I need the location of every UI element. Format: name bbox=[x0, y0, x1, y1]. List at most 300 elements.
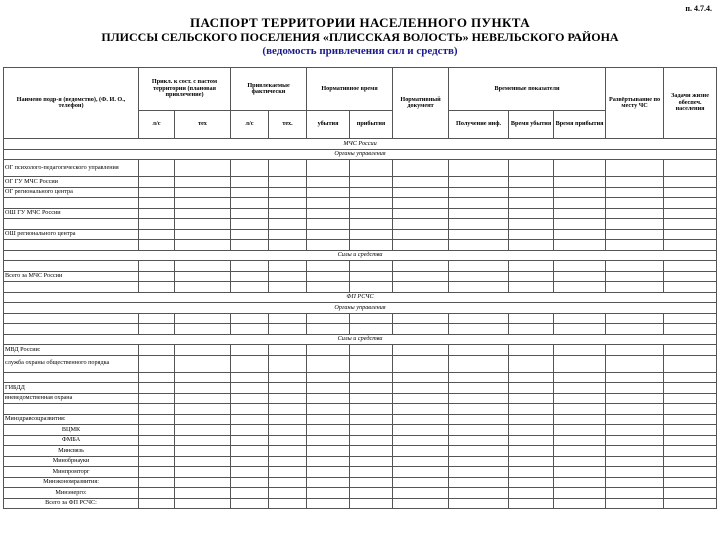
table-row bbox=[4, 271, 717, 282]
data-cell bbox=[350, 271, 393, 282]
row-label: вневедомственная охрана bbox=[4, 393, 139, 404]
data-cell bbox=[509, 372, 554, 383]
data-cell bbox=[269, 446, 307, 457]
data-cell bbox=[350, 404, 393, 415]
data-cell bbox=[664, 187, 717, 198]
data-cell bbox=[554, 383, 606, 394]
data-cell bbox=[231, 393, 269, 404]
data-cell bbox=[231, 383, 269, 394]
data-cell bbox=[664, 383, 717, 394]
data-cell bbox=[175, 208, 231, 219]
data-cell bbox=[449, 261, 509, 272]
row-label bbox=[4, 372, 139, 383]
data-cell bbox=[307, 160, 350, 177]
data-cell bbox=[175, 282, 231, 293]
row-label: МВД России: bbox=[4, 345, 139, 356]
data-cell bbox=[350, 198, 393, 209]
data-cell bbox=[269, 456, 307, 467]
data-cell bbox=[449, 393, 509, 404]
data-cell bbox=[231, 198, 269, 209]
data-cell bbox=[509, 456, 554, 467]
table-body bbox=[4, 139, 717, 509]
data-cell bbox=[139, 160, 175, 177]
data-cell bbox=[664, 313, 717, 324]
data-cell bbox=[350, 187, 393, 198]
data-cell bbox=[554, 372, 606, 383]
data-cell bbox=[175, 425, 231, 436]
data-cell bbox=[269, 393, 307, 404]
data-cell bbox=[139, 198, 175, 209]
data-cell bbox=[393, 240, 449, 251]
data-cell bbox=[307, 414, 350, 425]
data-cell bbox=[350, 425, 393, 436]
data-cell bbox=[269, 261, 307, 272]
data-cell bbox=[231, 271, 269, 282]
data-cell bbox=[307, 240, 350, 251]
row-label: Всего за МЧС России bbox=[4, 271, 139, 282]
data-cell bbox=[606, 229, 664, 240]
data-cell bbox=[509, 498, 554, 509]
col-actual-tech: тех. bbox=[269, 111, 307, 139]
data-cell bbox=[175, 271, 231, 282]
data-cell bbox=[269, 498, 307, 509]
data-cell bbox=[175, 372, 231, 383]
table-row bbox=[4, 498, 717, 509]
data-cell bbox=[307, 355, 350, 372]
table-row bbox=[4, 250, 717, 261]
document-subtitle: (ведомость привлечения сил и средств) bbox=[262, 45, 458, 57]
data-cell bbox=[393, 271, 449, 282]
data-cell bbox=[393, 160, 449, 177]
data-cell bbox=[664, 324, 717, 335]
table-row bbox=[4, 372, 717, 383]
data-cell bbox=[393, 467, 449, 478]
data-cell bbox=[175, 383, 231, 394]
data-cell bbox=[350, 435, 393, 446]
data-cell bbox=[307, 271, 350, 282]
data-cell bbox=[175, 160, 231, 177]
data-cell bbox=[231, 456, 269, 467]
data-cell bbox=[554, 271, 606, 282]
table-row bbox=[4, 425, 717, 436]
table-row bbox=[4, 303, 717, 314]
data-cell bbox=[664, 208, 717, 219]
data-cell bbox=[554, 456, 606, 467]
data-cell bbox=[664, 393, 717, 404]
data-cell bbox=[307, 425, 350, 436]
data-cell bbox=[509, 425, 554, 436]
row-label: ОГ ГУ МЧС России bbox=[4, 177, 139, 188]
data-cell bbox=[449, 477, 509, 488]
data-cell bbox=[175, 219, 231, 230]
data-cell bbox=[175, 261, 231, 272]
data-cell bbox=[139, 313, 175, 324]
data-cell bbox=[175, 198, 231, 209]
data-cell bbox=[554, 240, 606, 251]
data-cell bbox=[509, 477, 554, 488]
document-header bbox=[0, 0, 720, 58]
data-cell bbox=[175, 435, 231, 446]
data-cell bbox=[307, 324, 350, 335]
data-cell bbox=[509, 345, 554, 356]
data-cell bbox=[307, 446, 350, 457]
data-cell bbox=[393, 425, 449, 436]
data-cell bbox=[606, 313, 664, 324]
row-label: ОШ ГУ МЧС России bbox=[4, 208, 139, 219]
col-norm-document: Нормативный документ bbox=[393, 68, 449, 139]
data-cell bbox=[606, 198, 664, 209]
row-label: ФМБА bbox=[4, 435, 139, 446]
data-cell bbox=[307, 477, 350, 488]
data-cell bbox=[350, 393, 393, 404]
data-cell bbox=[393, 446, 449, 457]
data-cell bbox=[509, 261, 554, 272]
table-row bbox=[4, 292, 717, 303]
col-attach: Прикл. к сост. с пастом территории (плановая привлечение) bbox=[139, 68, 231, 111]
table-row bbox=[4, 488, 717, 499]
data-cell bbox=[449, 208, 509, 219]
row-label: ОГ психолого-педагогического управления bbox=[4, 160, 139, 177]
data-cell bbox=[393, 324, 449, 335]
col-actual-time: Временные показатели bbox=[449, 68, 606, 111]
data-cell bbox=[393, 229, 449, 240]
data-cell bbox=[449, 467, 509, 478]
data-cell bbox=[664, 414, 717, 425]
data-cell bbox=[231, 345, 269, 356]
data-cell bbox=[449, 229, 509, 240]
data-cell bbox=[509, 177, 554, 188]
data-cell bbox=[231, 240, 269, 251]
data-cell bbox=[664, 372, 717, 383]
data-cell bbox=[509, 383, 554, 394]
data-cell bbox=[606, 240, 664, 251]
data-cell bbox=[350, 383, 393, 394]
data-cell bbox=[554, 477, 606, 488]
data-cell bbox=[554, 435, 606, 446]
data-cell bbox=[231, 282, 269, 293]
data-cell bbox=[554, 467, 606, 478]
data-cell bbox=[664, 355, 717, 372]
data-cell bbox=[139, 355, 175, 372]
data-cell bbox=[606, 160, 664, 177]
data-cell bbox=[350, 488, 393, 499]
data-cell bbox=[350, 282, 393, 293]
data-cell bbox=[393, 383, 449, 394]
data-cell bbox=[509, 229, 554, 240]
data-cell bbox=[606, 425, 664, 436]
data-cell bbox=[554, 208, 606, 219]
col-actual: Привлекаемые фактически bbox=[231, 68, 307, 111]
col-actual-ls: л/с bbox=[231, 111, 269, 139]
table-row bbox=[4, 345, 717, 356]
data-cell bbox=[554, 498, 606, 509]
page-number: п. 4.7.4. bbox=[685, 4, 712, 13]
data-cell bbox=[350, 414, 393, 425]
data-cell bbox=[269, 240, 307, 251]
data-cell bbox=[606, 345, 664, 356]
data-cell bbox=[449, 313, 509, 324]
data-cell bbox=[393, 313, 449, 324]
data-cell bbox=[664, 488, 717, 499]
data-cell bbox=[139, 229, 175, 240]
data-cell bbox=[175, 404, 231, 415]
row-label: Минздравсоцразвития: bbox=[4, 414, 139, 425]
row-label: ГИБДД bbox=[4, 383, 139, 394]
data-cell bbox=[269, 414, 307, 425]
data-cell bbox=[509, 240, 554, 251]
data-cell bbox=[554, 355, 606, 372]
data-cell bbox=[139, 467, 175, 478]
row-label: Минпромторг bbox=[4, 467, 139, 478]
data-cell bbox=[509, 160, 554, 177]
row-label bbox=[4, 404, 139, 415]
data-cell bbox=[393, 404, 449, 415]
data-cell bbox=[175, 229, 231, 240]
data-cell bbox=[449, 446, 509, 457]
data-cell bbox=[139, 187, 175, 198]
section-heading: Органы управления bbox=[4, 303, 717, 314]
data-cell bbox=[393, 477, 449, 488]
data-cell bbox=[269, 219, 307, 230]
col-norm-departure: убытия bbox=[307, 111, 350, 139]
data-cell bbox=[175, 498, 231, 509]
col-name: Наимено подр-я (ведомство), (Ф. И. О., телефон) bbox=[4, 68, 139, 139]
data-cell bbox=[307, 435, 350, 446]
data-cell bbox=[307, 404, 350, 415]
data-cell bbox=[175, 177, 231, 188]
data-cell bbox=[606, 177, 664, 188]
data-cell bbox=[449, 271, 509, 282]
data-cell bbox=[350, 219, 393, 230]
data-cell bbox=[554, 313, 606, 324]
table-row bbox=[4, 467, 717, 478]
data-cell bbox=[554, 393, 606, 404]
section-heading: Силы и средства bbox=[4, 334, 717, 345]
data-cell bbox=[307, 177, 350, 188]
data-cell bbox=[509, 282, 554, 293]
data-cell bbox=[307, 229, 350, 240]
data-cell bbox=[269, 372, 307, 383]
data-cell bbox=[231, 177, 269, 188]
data-cell bbox=[393, 208, 449, 219]
table-row bbox=[4, 187, 717, 198]
data-cell bbox=[606, 498, 664, 509]
table-row bbox=[4, 393, 717, 404]
data-cell bbox=[231, 498, 269, 509]
data-cell bbox=[231, 160, 269, 177]
data-cell bbox=[554, 177, 606, 188]
data-cell bbox=[554, 198, 606, 209]
data-cell bbox=[554, 345, 606, 356]
data-cell bbox=[139, 393, 175, 404]
data-cell bbox=[509, 324, 554, 335]
data-cell bbox=[664, 240, 717, 251]
data-cell bbox=[554, 282, 606, 293]
data-cell bbox=[307, 187, 350, 198]
data-cell bbox=[269, 425, 307, 436]
data-cell bbox=[606, 404, 664, 415]
data-cell bbox=[449, 198, 509, 209]
data-cell bbox=[350, 446, 393, 457]
data-cell bbox=[307, 456, 350, 467]
data-cell bbox=[139, 271, 175, 282]
data-cell bbox=[606, 355, 664, 372]
data-cell bbox=[139, 488, 175, 499]
data-cell bbox=[231, 425, 269, 436]
table-row bbox=[4, 404, 717, 415]
row-label: служба охраны общественного порядка bbox=[4, 355, 139, 372]
title-line-2: ПЛИССЫ СЕЛЬСКОГО ПОСЕЛЕНИЯ «ПЛИССКАЯ ВОЛОСТЬ» НЕВЕЛЬСКОГО РАЙОНА bbox=[101, 30, 619, 44]
data-cell bbox=[554, 261, 606, 272]
row-label: Минэнерго: bbox=[4, 488, 139, 499]
data-cell bbox=[509, 198, 554, 209]
data-cell bbox=[350, 229, 393, 240]
data-cell bbox=[139, 477, 175, 488]
table-row bbox=[4, 240, 717, 251]
data-cell bbox=[269, 177, 307, 188]
data-cell bbox=[554, 446, 606, 457]
data-cell bbox=[509, 414, 554, 425]
data-cell bbox=[231, 477, 269, 488]
table-row bbox=[4, 383, 717, 394]
data-cell bbox=[554, 425, 606, 436]
section-heading: Органы управления bbox=[4, 149, 717, 160]
data-cell bbox=[393, 372, 449, 383]
table-row bbox=[4, 456, 717, 467]
data-cell bbox=[449, 404, 509, 415]
data-cell bbox=[606, 446, 664, 457]
data-cell bbox=[269, 282, 307, 293]
data-cell bbox=[449, 435, 509, 446]
data-cell bbox=[606, 372, 664, 383]
data-cell bbox=[664, 498, 717, 509]
data-cell bbox=[175, 488, 231, 499]
data-cell bbox=[606, 488, 664, 499]
data-cell bbox=[269, 355, 307, 372]
data-cell bbox=[350, 456, 393, 467]
data-cell bbox=[307, 261, 350, 272]
data-cell bbox=[606, 456, 664, 467]
data-cell bbox=[350, 324, 393, 335]
data-cell bbox=[350, 313, 393, 324]
data-cell bbox=[231, 313, 269, 324]
data-cell bbox=[449, 324, 509, 335]
data-cell bbox=[664, 435, 717, 446]
row-label: ОГ регионального центра bbox=[4, 187, 139, 198]
data-cell bbox=[393, 282, 449, 293]
data-cell bbox=[350, 477, 393, 488]
row-label bbox=[4, 219, 139, 230]
data-cell bbox=[393, 177, 449, 188]
data-cell bbox=[449, 414, 509, 425]
data-cell bbox=[606, 477, 664, 488]
col-norm-arrival: прибытия bbox=[350, 111, 393, 139]
table-row bbox=[4, 355, 717, 372]
data-cell bbox=[664, 404, 717, 415]
table-row bbox=[4, 446, 717, 457]
data-cell bbox=[664, 219, 717, 230]
data-cell bbox=[139, 324, 175, 335]
data-cell bbox=[269, 345, 307, 356]
data-cell bbox=[139, 498, 175, 509]
data-cell bbox=[139, 404, 175, 415]
data-cell bbox=[554, 187, 606, 198]
data-cell bbox=[509, 404, 554, 415]
table-row bbox=[4, 435, 717, 446]
data-cell bbox=[449, 219, 509, 230]
data-cell bbox=[449, 383, 509, 394]
table-row bbox=[4, 229, 717, 240]
data-cell bbox=[175, 446, 231, 457]
data-cell bbox=[393, 198, 449, 209]
table-row bbox=[4, 160, 717, 177]
data-cell bbox=[175, 187, 231, 198]
data-cell bbox=[509, 187, 554, 198]
data-cell bbox=[449, 187, 509, 198]
col-deployment: Развёртывание по месту ЧС bbox=[606, 68, 664, 139]
data-cell bbox=[139, 282, 175, 293]
data-cell bbox=[175, 456, 231, 467]
row-label: Всего за ФП РСЧС: bbox=[4, 498, 139, 509]
data-cell bbox=[449, 177, 509, 188]
data-cell bbox=[269, 208, 307, 219]
data-cell bbox=[231, 187, 269, 198]
data-cell bbox=[509, 435, 554, 446]
data-cell bbox=[231, 355, 269, 372]
data-cell bbox=[307, 393, 350, 404]
data-cell bbox=[509, 488, 554, 499]
data-cell bbox=[175, 313, 231, 324]
data-cell bbox=[231, 229, 269, 240]
title-line-1: ПАСПОРТ ТЕРРИТОРИИ НАСЕЛЕННОГО ПУНКТА bbox=[190, 15, 530, 30]
col-time-receive: Получение инф. bbox=[449, 111, 509, 139]
data-cell bbox=[664, 456, 717, 467]
row-label: Минсвязь bbox=[4, 446, 139, 457]
data-cell bbox=[554, 404, 606, 415]
col-norm-time: Нормативное время bbox=[307, 68, 393, 111]
data-cell bbox=[554, 414, 606, 425]
data-cell bbox=[393, 345, 449, 356]
data-cell bbox=[307, 313, 350, 324]
data-cell bbox=[269, 229, 307, 240]
row-label bbox=[4, 240, 139, 251]
section-heading: МЧС России bbox=[4, 139, 717, 150]
table-row bbox=[4, 208, 717, 219]
row-label: Минобрнауки bbox=[4, 456, 139, 467]
data-cell bbox=[269, 324, 307, 335]
data-cell bbox=[664, 261, 717, 272]
data-cell bbox=[393, 219, 449, 230]
data-cell bbox=[509, 393, 554, 404]
row-label bbox=[4, 198, 139, 209]
data-cell bbox=[554, 219, 606, 230]
data-cell bbox=[509, 208, 554, 219]
data-cell bbox=[664, 425, 717, 436]
data-cell bbox=[269, 477, 307, 488]
row-label bbox=[4, 313, 139, 324]
data-cell bbox=[269, 488, 307, 499]
data-cell bbox=[307, 208, 350, 219]
col-time-arrive: Время прибытия bbox=[554, 111, 606, 139]
data-cell bbox=[606, 187, 664, 198]
data-cell bbox=[393, 435, 449, 446]
data-cell bbox=[449, 456, 509, 467]
data-cell bbox=[393, 261, 449, 272]
data-cell bbox=[139, 456, 175, 467]
data-cell bbox=[554, 160, 606, 177]
data-cell bbox=[509, 219, 554, 230]
table-row bbox=[4, 219, 717, 230]
